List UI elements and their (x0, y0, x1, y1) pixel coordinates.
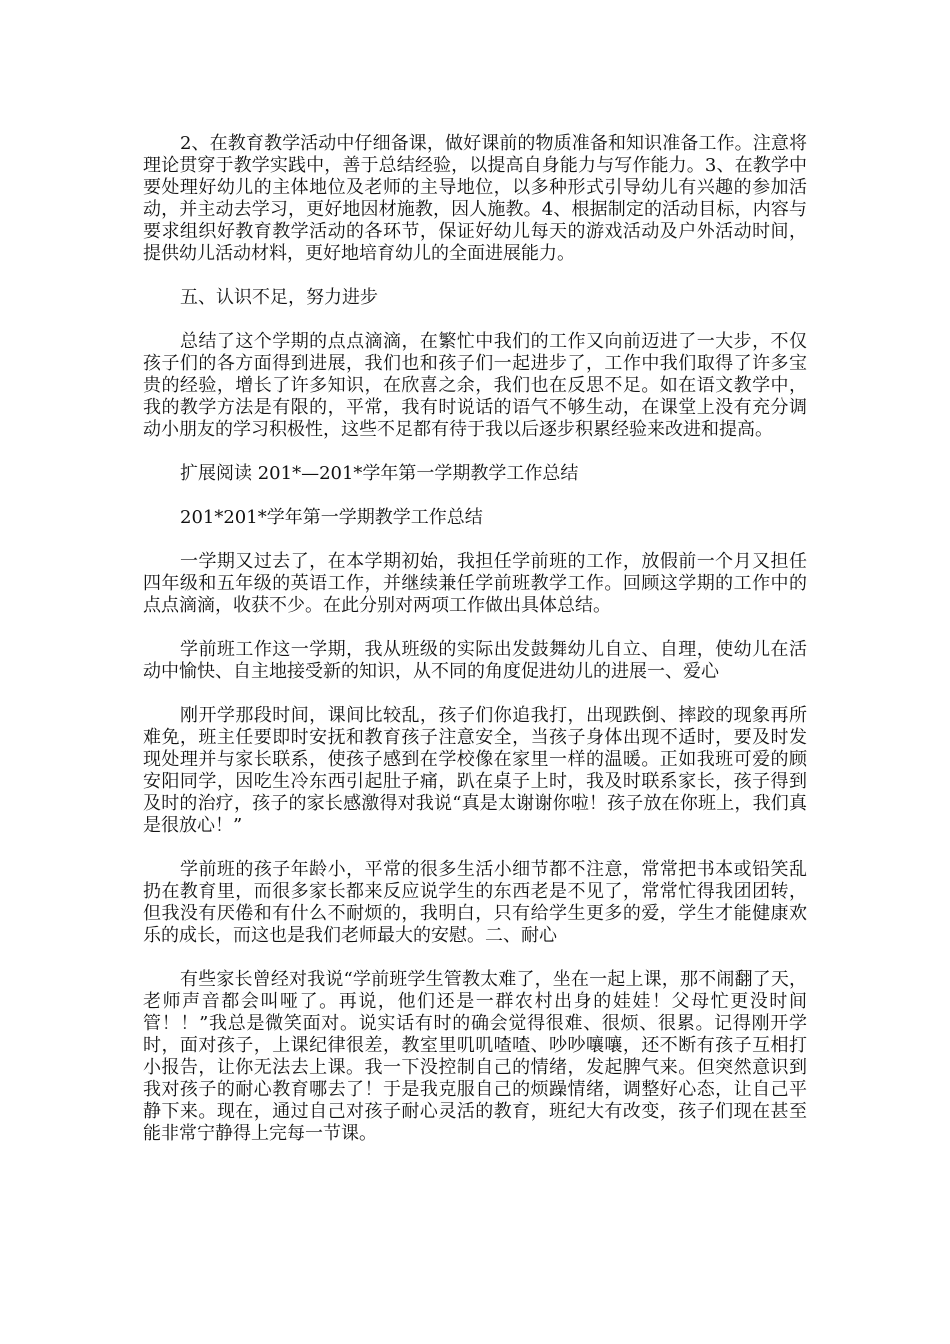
paragraph-young-children: 学前班的孩子年龄小，平常的很多生活小细节都不注意，常常把书本或铅笑乱扔在教育里，而很多家长都来反应说学生的东西老是不见了，常常忙得我团团转，但我没有厌倦和有什么不耐烦的，我明白，只有给学生更多的爱，学生才能健康欢乐的成长，而这也是我们老师最大的安慰。二、耐心 (143, 859, 807, 946)
paragraph-semester-review: 一学期又过去了，在本学期初始，我担任学前班的工作，放假前一个月又担任四年级和五年级的英语工作，并继续兼任学前班教学工作。回顾这学期的工作中的点点滴滴，收获不少。在此分别对两项工作做出具体总结。 (143, 551, 807, 616)
section-heading-five: 五、认识不足，努力进步 (180, 287, 378, 308)
paragraph-love-example: 刚开学那段时间，课间比较乱，孩子们你追我打，出现跌倒、摔跤的现象再所难免，班主任要即时安抚和教育孩子注意安全，当孩子身体出现不适时，要及时发现处理并与家长联系，使孩子感到在学校像在家里一样的温暖。正如我班可爱的顾安阳同学，因吃生冷东西引起肚子痛，趴在桌子上时，我及时联系家长，孩子得到及时的治疗，孩子的家长感激得对我说“真是太谢谢你啦！孩子放在你班上，我们真是很放心！” (143, 705, 807, 836)
extended-reading-title: 扩展阅读 201*—201*学年第一学期教学工作总结 (180, 463, 579, 484)
document-page (143, 133, 807, 1167)
sub-title: 201*201*学年第一学期教学工作总结 (180, 507, 483, 528)
paragraph-teaching-prep: 2、在教育教学活动中仔细备课，做好课前的物质准备和知识准备工作。注意将理论贯穿于教学实践中，善于总结经验，以提高自身能力与写作能力。3、在教学中要处理好幼儿的主体地位及老师的主导地位，以多种形式引导幼儿有兴趣的参加活动，并主动去学习，更好地因材施教，因人施教。4、根据制定的活动目标，内容与要求组织好教育教学活动的各环节，保证好幼儿每天的游戏活动及户外活动时间，提供幼儿活动材料，更好地培育幼儿的全面进展能力。 (143, 133, 807, 264)
paragraph-summary: 总结了这个学期的点点滴滴，在繁忙中我们的工作又向前迈进了一大步，不仅孩子们的各方面得到进展，我们也和孩子们一起进步了，工作中我们取得了许多宝贵的经验，增长了许多知识，在欣喜之余，我们也在反思不足。如在语文教学中，我的教学方法是有限的，平常，我有时说话的语气不够生动，在课堂上没有充分调动小朋友的学习积极性，这些不足都有待于我以后逐步积累经验来改进和提高。 (143, 331, 807, 440)
paragraph-patience: 有些家长曾经对我说“学前班学生管教太难了，坐在一起上课，那不闹翻了天，老师声音都会叫哑了。再说，他们还是一群农村出身的娃娃！父母忙更没时间管！！”我总是微笑面对。说实话有时的确会觉得很难、很烦、很累。记得刚开学时，面对孩子，上课纪律很差，教室里叽叽喳喳、吵吵嚷嚷，还不断有孩子互相打小报告，让你无法去上课。我一下没控制自己的情绪，发起脾气来。但突然意识到我对孩子的耐心教育哪去了！于是我克服自己的烦躁情绪，调整好心态，让自己平静下来。现在，通过自己对孩子耐心灵活的教育，班纪大有改变，孩子们现在甚至能非常宁静得上完每一节课。 (143, 969, 807, 1144)
paragraph-preschool-work: 学前班工作这一学期，我从班级的实际出发鼓舞幼儿自立、自理，使幼儿在活动中愉快、自主地接受新的知识，从不同的角度促进幼儿的进展一、爱心 (143, 639, 807, 682)
